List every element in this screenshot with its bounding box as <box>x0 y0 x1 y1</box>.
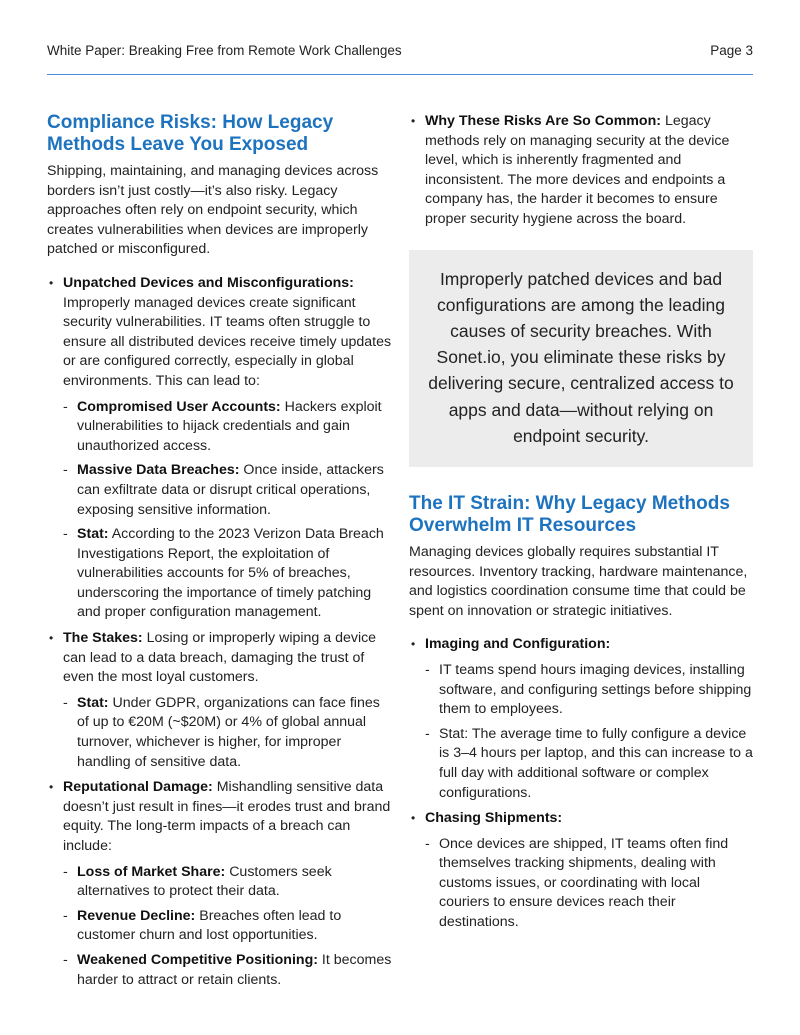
list-item-reputational <box>47 778 393 990</box>
item-title: Imaging and Configuration: <box>425 636 611 653</box>
it-strain-intro: Managing devices globally requires substantial IT resources. Inventory tracking, hardware maintenance, and logistics coordination consume time that could be spent on innovation or strategic initiatives. <box>409 543 748 619</box>
sub-item-title: Stat: <box>77 694 109 711</box>
compliance-list-continued <box>409 112 753 230</box>
left-column <box>47 112 393 996</box>
sub-list <box>63 863 393 991</box>
sub-list <box>63 398 393 624</box>
sub-item-text: Hackers exploit vulnerabilities to hijack credentials and gain unauthorized access. <box>77 398 382 454</box>
sub-item-title: Loss of Market Share: <box>77 863 226 880</box>
sub-item <box>63 525 393 623</box>
sub-item-text: Under GDPR, organizations can face fines of up to €20M (~$20M) or 4% of global annual turnover, whichever is higher, for improper handling of sensitive data. <box>77 694 380 770</box>
item-text: Improperly managed devices create significant security vulnerabilities. IT teams often struggle to ensure all distributed devices receive timely updates or are configured correctly, especially in global environments. This can lead to: <box>63 294 392 389</box>
sub-item-text: It becomes harder to attract or retain clients. <box>77 951 392 988</box>
item-text: Losing or improperly wiping a device can lead to a data breach, damaging the trust of even the most loyal customers. <box>63 630 377 686</box>
it-strain-list <box>409 635 753 932</box>
item-text: Legacy methods rely on managing security at the device level, which is inherently fragmented and inconsistent. The more devices and endpoints a company has, the harder it becomes to ensure proper security hygiene across the board. <box>425 113 730 227</box>
list-item-imaging <box>409 635 753 803</box>
callout-box: Improperly patched devices and bad configurations are among the leading causes of security breaches. With Sonet.io, you eliminate these risks by delivering secure, centralized access to apps and data—without relying on endpoint security. <box>409 250 753 467</box>
sub-item: - Once devices are shipped, IT teams often find themselves tracking shipments, dealing with customs issues, or coordinating with local couriers to ensure devices reach their destinations. <box>425 835 753 933</box>
list-item-unpatched <box>47 274 393 623</box>
item-title: Chasing Shipments: <box>425 810 563 827</box>
sub-item-title: Stat: <box>77 526 109 543</box>
compliance-intro: Shipping, maintaining, and managing devices across borders isn’t just costly—it’s also risky. Legacy approaches often rely on endpoint security, which creates vulnerabilities when devices are improperly patched or misconfigured. <box>47 163 379 258</box>
sub-item-title: Compromised User Accounts: <box>77 398 281 415</box>
compliance-heading: Compliance Risks: How Legacy Methods Leave You Exposed <box>47 112 334 155</box>
page-number: Page 3 <box>710 43 753 58</box>
sub-item-title: Revenue Decline: <box>77 907 196 924</box>
sub-item-title: Massive Data Breaches: <box>77 462 240 479</box>
list-item-chasing <box>409 809 753 933</box>
sub-item <box>63 461 393 520</box>
it-strain-heading: The IT Strain: Why Legacy Methods Overwhelm IT Resources <box>409 492 730 536</box>
sub-item: - IT teams spend hours imaging devices, installing software, and configuring settings before shipping them to employees. <box>425 661 753 720</box>
sub-item-text: Once inside, attackers can exfiltrate data or disrupt critical operations, exposing sensitive information. <box>77 462 384 518</box>
sub-item <box>63 907 393 946</box>
sub-item-text: According to the 2023 Verizon Data Breach Investigations Report, the exploitation of vulnerabilities accounts for 5% of breaches, underscoring the importance of timely patching and proper configuration management. <box>77 526 384 621</box>
sub-item <box>63 951 393 990</box>
page-header <box>47 38 753 75</box>
sub-item <box>63 398 393 457</box>
sub-item-text: Breaches often lead to customer churn and lost opportunities. <box>77 907 342 944</box>
sub-list <box>63 694 393 772</box>
item-title: Reputational Damage: <box>63 779 213 796</box>
item-title: The Stakes: <box>63 630 143 647</box>
compliance-list <box>47 274 393 990</box>
right-column <box>409 112 753 939</box>
sub-list <box>425 835 753 933</box>
sub-item-title: Weakened Competitive Positioning: <box>77 951 318 968</box>
sub-item-text: Customers seek alternatives to protect their data. <box>77 863 332 900</box>
sub-item: - Stat: The average time to fully configure a device is 3–4 hours per laptop, and this can increase to a full day with additional software or complex configurations. <box>425 725 753 803</box>
sub-item <box>63 694 393 772</box>
sub-item <box>63 863 393 902</box>
list-item-why-common <box>409 112 753 230</box>
item-title: Unpatched Devices and Misconfigurations: <box>63 274 354 291</box>
item-text: Mishandling sensitive data doesn’t just result in fines—it erodes trust and brand equity. The long-term impacts of a breach can include: <box>63 779 391 854</box>
item-title: Why These Risks Are So Common: <box>425 113 661 129</box>
sub-list <box>425 661 753 803</box>
document-title: White Paper: Breaking Free from Remote Work Challenges <box>47 43 402 58</box>
list-item-stakes <box>47 629 393 772</box>
